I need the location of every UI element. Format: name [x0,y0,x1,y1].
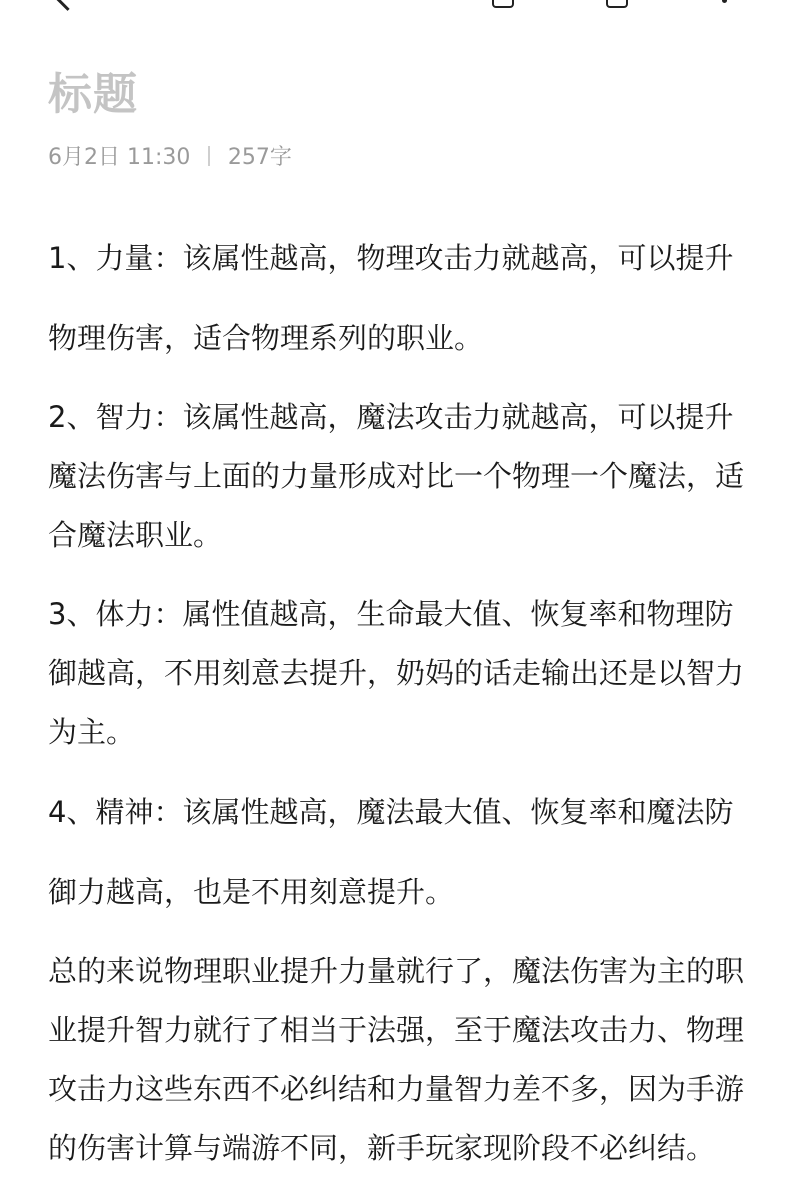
more-icon[interactable] [722,0,727,3]
note-title-input[interactable]: 标题 [48,69,138,120]
paragraph-stamina: 3、体力：属性值越高，生命最大值、恢复率和物理防御越高，不用刻意去提升，奶妈的话走输出还是以智力为主。 [48,597,745,749]
note-meta [48,140,292,171]
note-date: 6月2日 11:30 [48,145,191,170]
share-icon[interactable] [606,0,628,8]
word-count: 257字 [227,145,292,170]
paragraph-spirit: 4、精神：该属性越高，魔法最大值、恢复率和魔法防御力越高，也是不用刻意提升。 [48,795,734,909]
note-body-editor[interactable] [48,228,752,1198]
paragraph-summary: 总的来说物理职业提升力量就行了，魔法伤害为主的职业提升智力就行了相当于法强，至于魔法攻击力、物理攻击力这些东西不必纠结和力量智力差不多，因为手游的伤害计算与端游不同，新手玩家现阶段不必纠结。 [48,954,745,1165]
meta-divider [208,146,210,166]
paragraph-strength: 1、力量：该属性越高，物理攻击力就越高，可以提升物理伤害，适合物理系列的职业。 [48,241,734,355]
top-toolbar [0,0,800,12]
paragraph-intelligence: 2、智力：该属性越高，魔法攻击力就越高，可以提升魔法伤害与上面的力量形成对比一个物理一个魔法，适合魔法职业。 [48,400,745,552]
format-icon[interactable] [492,0,514,8]
back-arrow-icon[interactable] [54,0,81,11]
